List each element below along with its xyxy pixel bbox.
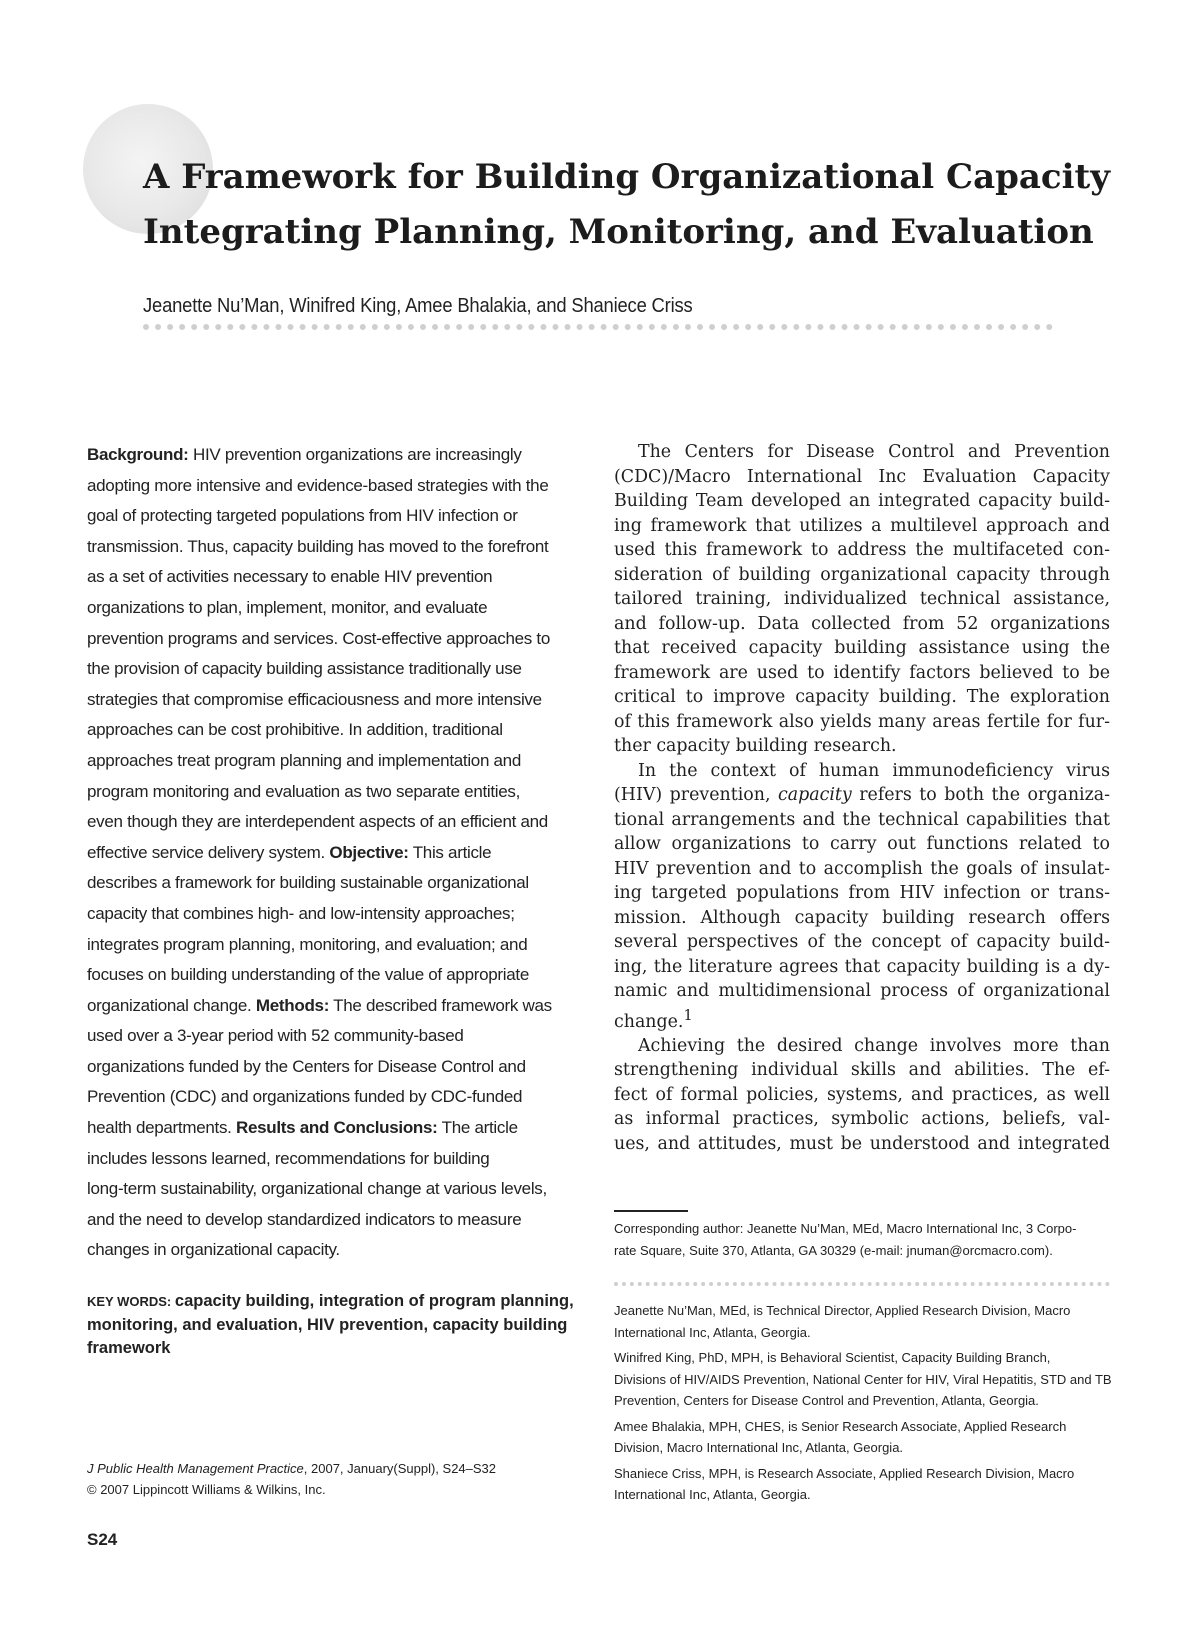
body-line: tailored training, individualized technical assistance, (614, 589, 1110, 609)
abstract-line: goal of protecting targeted populations from HIV infection or (87, 506, 518, 526)
body-line: ing framework that utilizes a multilevel approach and (614, 515, 1110, 536)
abstract-heading-results: Results and Conclusions: (235, 1118, 438, 1138)
abstract-line: program monitoring and evaluation as two separate entities, (87, 781, 521, 801)
body-line: (HIV) prevention, capacity refers to both the organiza- (614, 785, 1110, 805)
abstract-line: changes in organizational capacity. (87, 1240, 340, 1260)
copyright: © 2007 Lippincott Williams & Wilkins, Inc. (87, 1482, 326, 1497)
body-line: several perspectives of the concept of capacity build- (614, 932, 1110, 952)
body-line: strengthening individual skills and abilities. The ef- (614, 1060, 1110, 1081)
abstract-line: Background: HIV prevention organizations are increasingly (87, 445, 522, 464)
footnote-divider (614, 1282, 1110, 1286)
journal-name: J Public Health Management Practice (87, 1461, 304, 1476)
abstract-line: adopting more intensive and evidence-based strategies with the (87, 475, 549, 495)
abstract-line: and the need to develop standardized indicators to measure (87, 1209, 522, 1229)
body-line: ing targeted populations from HIV infection or trans- (614, 883, 1110, 903)
body-line: Achieving the desired change involves more than (638, 1035, 1110, 1056)
abstract-heading-objective: Objective: (329, 842, 409, 862)
author-affiliations (614, 1300, 1112, 1510)
author-list: Jeanette Nu’Man, Winifred King, Amee Bhalakia, and Shaniece Criss (143, 295, 693, 317)
abstract-line: the provision of capacity building assistance traditionally use (87, 659, 522, 679)
keywords: KEY WORDS: capacity building, integration of program planning, monitoring, and evaluation, HIV prevention, capacity building framework (87, 1292, 574, 1357)
italic-term: capacity (777, 785, 852, 805)
body-line: mission. Although capacity building research offers (614, 907, 1110, 928)
body-line: as informal practices, symbolic actions, beliefs, val- (614, 1109, 1110, 1130)
abstract-line: strategies that compromise efficaciousness and more intensive (87, 689, 542, 709)
title-divider (143, 324, 1053, 330)
abstract-line: focuses on building understanding of the value of appropriate (87, 965, 529, 985)
body-line: framework are used to identify factors believed to be (614, 662, 1110, 683)
body-line: of this framework also yields many areas fertile for fur- (614, 711, 1110, 732)
body-line: In the context of human immunodeficiency virus (638, 760, 1110, 781)
affiliation-entry: Shaniece Criss, MPH, is Research Associate, Applied Research Division, Macro International Inc, Atlanta, Georgia. (614, 1465, 1075, 1502)
body-line: critical to improve capacity building. The exploration (614, 687, 1110, 707)
corresponding-author: Corresponding author: Jeanette Nu’Man, MEd, Macro International Inc, 3 Corpo- rate Square, Suite 370, Atlanta, GA 30329 (e-mail: jnuman@orcmacro.com). (614, 1221, 1077, 1258)
body-line: tional arrangements and the technical capabilities that (614, 809, 1110, 830)
abstract-heading-background: Background: (87, 445, 189, 464)
abstract-line: long-term sustainability, organizational change at various levels, (87, 1179, 547, 1199)
abstract-line: capacity that combines high- and low-intensity approaches; (87, 903, 515, 923)
abstract-line: Prevention (CDC) and organizations funded by CDC-funded (87, 1087, 523, 1107)
abstract-line: approaches treat program planning and implementation and (87, 750, 521, 770)
body-line: fect of formal policies, systems, and practices, as well (614, 1084, 1110, 1105)
title-line: Integrating Planning, Monitoring, and Evaluation (143, 212, 1094, 252)
journal-citation: J Public Health Management Practice, 2007, January(Suppl), S24–S32 © 2007 Lippincott Williams & Wilkins, Inc. (87, 1458, 496, 1500)
affiliation-entry: Winifred King, PhD, MPH, is Behavioral Scientist, Capacity Building Branch, Divisions of HIV/AIDS Prevention, National Center for HIV, Viral Hepatitis, STD and TB Prevention, Centers for Disease Control and Prevention, Atlanta, Georgia. (614, 1350, 1112, 1408)
body-line: The Centers for Disease Control and Prevention (638, 442, 1110, 462)
body-line: ues, and attitudes, must be understood and integrated (614, 1133, 1110, 1154)
abstract-heading-methods: Methods: (255, 995, 330, 1015)
body-line: change.$^1$ (614, 1007, 693, 1032)
abstract-line: as a set of activities necessary to enable HIV prevention (87, 567, 493, 587)
body-line: ing, the literature agrees that capacity building is a dy- (614, 956, 1110, 977)
keywords-label: KEY WORDS: (87, 1294, 175, 1309)
abstract-line: describes a framework for building sustainable organizational (87, 873, 529, 893)
abstract (87, 440, 607, 1266)
footnote-reference: 1 (683, 1007, 693, 1024)
body-text (614, 440, 1110, 1156)
body-line: (CDC)/Macro International Inc Evaluation Capacity (614, 466, 1110, 487)
abstract-line: transmission. Thus, capacity building has moved to the forefront (87, 536, 549, 556)
abstract-line: organizational change. Methods: The described framework was (87, 995, 552, 1015)
body-line: and follow-up. Data collected from 52 organizations (614, 613, 1110, 634)
body-line: that received capacity building assistance using the (614, 638, 1110, 658)
abstract-line: effective service delivery system. Objective: This article (87, 842, 492, 862)
footnote-rule (614, 1210, 688, 1212)
affiliation-entry: Amee Bhalakia, MPH, CHES, is Senior Research Associate, Applied Research Division, Macro International Inc, Atlanta, Georgia. (614, 1418, 1067, 1455)
abstract-line: approaches can be cost prohibitive. In addition, traditional (87, 720, 503, 740)
abstract-line: health departments. Results and Conclusions: The article (87, 1118, 518, 1138)
body-line: HIV prevention and to accomplish the goals of insulat- (614, 858, 1110, 879)
abstract-line: organizations funded by the Centers for Disease Control and (87, 1056, 526, 1076)
abstract-line: organizations to plan, implement, monitor, and evaluate (87, 597, 488, 617)
body-line: Building Team developed an integrated capacity build- (614, 491, 1110, 511)
body-line: namic and multidimensional process of organizational (614, 981, 1110, 1001)
abstract-line: includes lessons learned, recommendations for building (87, 1148, 490, 1168)
article-title (143, 150, 1143, 260)
body-line: allow organizations to carry out functions related to (614, 834, 1110, 854)
body-line: sideration of building organizational capacity through (614, 564, 1110, 585)
abstract-line: integrates program planning, monitoring, and evaluation; and (87, 934, 528, 954)
abstract-line: prevention programs and services. Cost-effective approaches to (87, 628, 551, 648)
affiliation-entry: Jeanette Nu’Man, MEd, is Technical Director, Applied Research Division, Macro International Inc, Atlanta, Georgia. (614, 1303, 1071, 1340)
page-number: S24 (87, 1530, 118, 1549)
title-line: A Framework for Building Organizational Capacity (143, 157, 1111, 197)
abstract-line: even though they are interdependent aspects of an efficient and (87, 812, 548, 832)
abstract-line: used over a 3-year period with 52 community-based (87, 1026, 464, 1046)
body-line: ther capacity building research. (614, 736, 897, 756)
body-line: used this framework to address the multifaceted con- (614, 540, 1110, 560)
